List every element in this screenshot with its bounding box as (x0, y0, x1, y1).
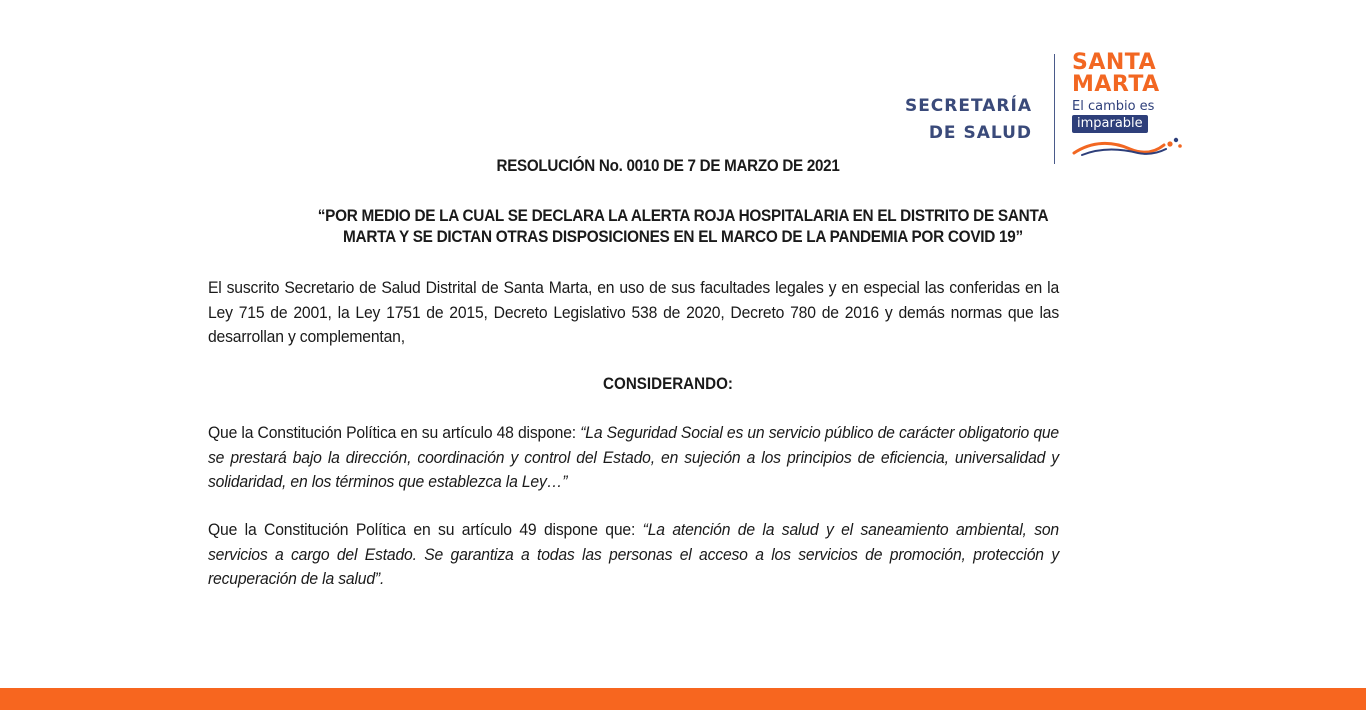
subject-line1: “POR MEDIO DE LA CUAL SE DECLARA LA ALERTA ROJA HOSPITALARIA EN EL DISTRITO DE SANTA (317, 207, 1049, 225)
header-divider (1054, 54, 1055, 164)
secretaria-line2: DE SALUD (928, 123, 1032, 143)
resolution-subject (269, 206, 1097, 248)
secretaria-de-salud-label (905, 93, 1032, 147)
logo-tagline2: imparable (1072, 115, 1148, 133)
considerando-heading: CONSIDERANDO: (603, 375, 733, 393)
logo-swoosh-icon (1072, 135, 1184, 159)
article-49-paragraph (208, 518, 1059, 592)
resolution-title: RESOLUCIÓN No. 0010 DE 7 DE MARZO DE 2021 (496, 157, 840, 175)
logo-tagline1: El cambio es (1072, 99, 1155, 114)
article-48-lead: Que la Constitución Política en su artículo 48 dispone: (208, 423, 581, 442)
article-48-paragraph (208, 421, 1059, 495)
secretaria-line1: SECRETARÍA (904, 96, 1032, 116)
subject-line2: MARTA Y SE DICTAN OTRAS DISPOSICIONES EN EL MARCO DE LA PANDEMIA POR COVID 19” (343, 228, 1023, 246)
santa-marta-logo (1072, 52, 1184, 170)
intro-paragraph: El suscrito Secretario de Salud Distrital de Santa Marta, en uso de sus facultades legales y en especial las conferidas en la Ley 715 de 2001, la Ley 1751 de 2015, Decreto Legislativo 538 de 2020, Decreto 780 de 2016 y demás normas que las desarrollan y complementan, (208, 278, 1059, 346)
bottom-accent-bar (0, 688, 1366, 710)
logo-line2: MARTA (1072, 72, 1160, 97)
logo-line1: SANTA (1072, 50, 1157, 75)
article-49-lead: Que la Constitución Política en su artículo 49 dispone que: (208, 520, 643, 539)
article-49-quote: “La atención de la salud y el saneamiento ambiental, son servicios a cargo del Estado. Se garantiza a todas las personas el acceso a los servicios de promoción, protección y recuperación de la salud”. (208, 520, 1059, 588)
article-48-quote: “La Seguridad Social es un servicio público de carácter obligatorio que se prestará bajo la dirección, coordinación y control del Estado, en sujeción a los principios de eficiencia, universalidad y solidaridad, en los términos que establezca la Ley…” (208, 423, 1059, 491)
